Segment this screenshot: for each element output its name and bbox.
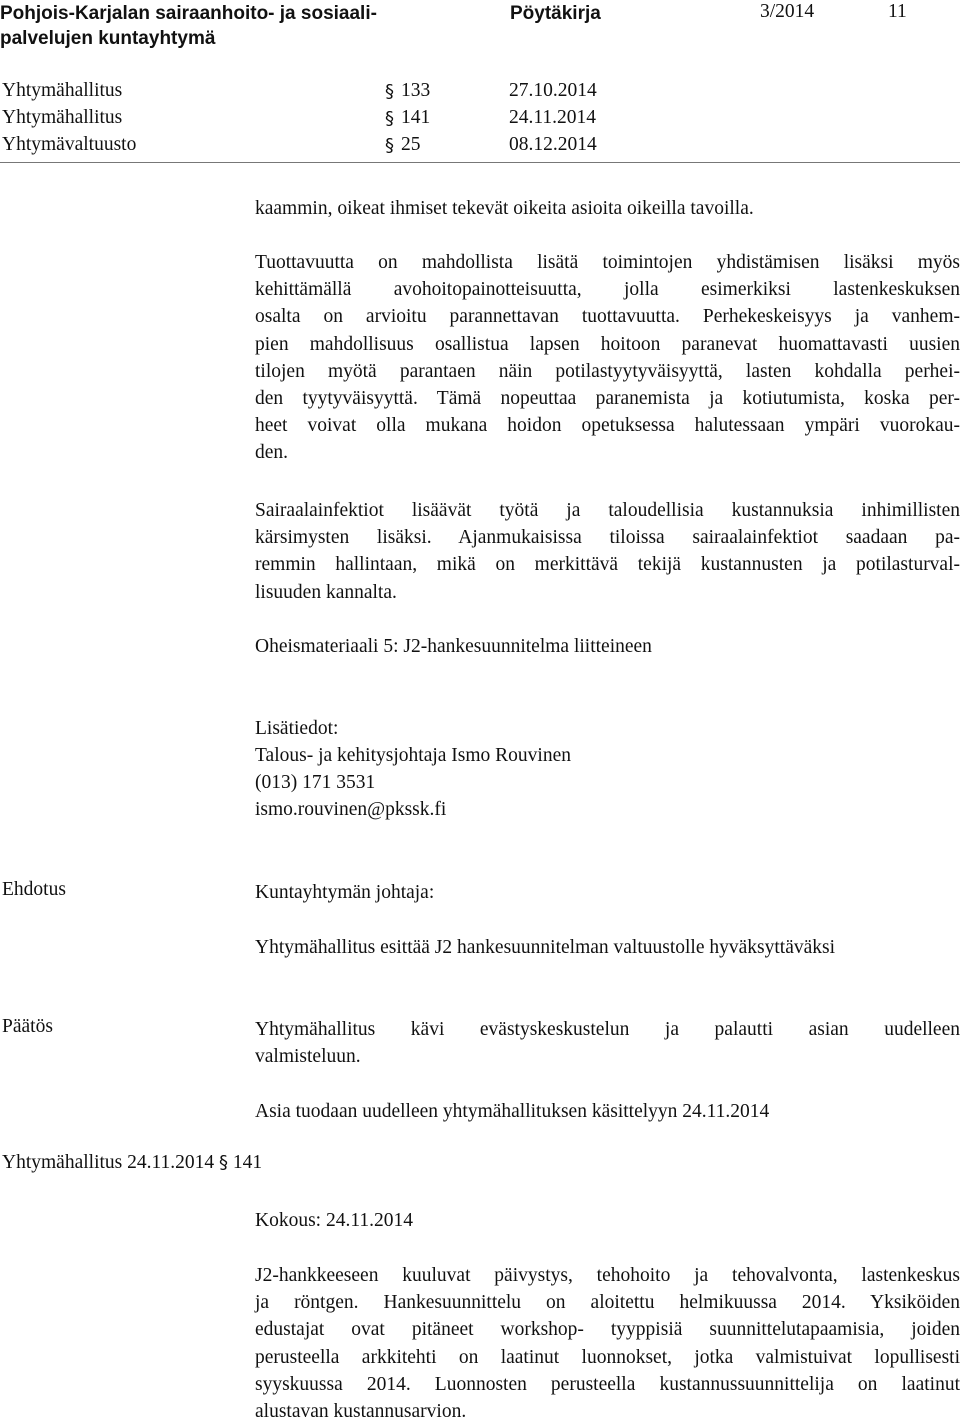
- proposal-text: Yhtymähallitus esittää J2 hankesuunnitelman valtuustolle hyväksyttäväksi: [255, 937, 836, 958]
- contact-label: Lisätiedot:: [255, 718, 339, 739]
- org-name-line2: palvelujen kuntayhtymä: [0, 28, 216, 49]
- text-line: kehittämällä avohoitopainotteisuutta, jolla esimerkiksi lastenkeskuksen: [255, 279, 960, 301]
- body-paragraph-1: [255, 249, 960, 467]
- text-line: perusteella arkkitehti on laatinut luonnokset, jotka valmistuivat lopullisesti: [255, 1346, 960, 1368]
- text-line: osalta on arvioitu parannettavan tuottavuutta. Perhekeskeisyys ja vanhem-: [255, 306, 960, 328]
- body-paragraph-0: kaammin, oikeat ihmiset tekevät oikeita asioita oikeilla tavoilla.: [255, 198, 754, 219]
- body-paragraph-2: [255, 497, 960, 606]
- text-line: ja röntgen. Hankesuunnittelu on aloitettu helmikuussa 2014. Yksiköiden: [255, 1292, 960, 1314]
- document-type: Pöytäkirja: [510, 3, 601, 24]
- meeting-label: [2, 1152, 262, 1174]
- contact-email: ismo.rouvinen@pkssk.fi: [255, 799, 447, 820]
- text-line: Yhtymähallitus kävi evästyskeskustelun ja palautti asian uudelleen: [255, 1019, 960, 1040]
- history-date: 27.10.2014: [509, 80, 597, 101]
- text-line: J2-hankkeeseen kuuluvat päivystys, tehohoito ja tehovalvonta, lastenkeskus: [255, 1265, 960, 1286]
- decision-followup: Asia tuodaan uudelleen yhtymähallituksen käsittelyyn 24.11.2014: [255, 1101, 770, 1122]
- attachment-note: Oheismateriaali 5: J2-hankesuunnitelma liitteineen: [255, 636, 652, 657]
- section-symbol: §: [385, 108, 394, 129]
- text-line: Tuottavuutta on mahdollista lisätä toimintojen yhdistämisen lisäksi myös: [255, 252, 960, 273]
- text-line: pien mahdollisuus osallistua lapsen hoitoon paranevat huomattavasti uusien: [255, 333, 960, 355]
- page-number: 11: [888, 1, 907, 22]
- contact-phone: (013) 171 3531: [255, 772, 376, 793]
- text-line: alustavan kustannusarvion.: [255, 1401, 467, 1423]
- section-symbol: §: [385, 81, 394, 102]
- text-line: den tyytyväisyyttä. Tämä nopeuttaa paranemista ja kotiutumista, koska per-: [255, 388, 960, 410]
- section-symbol: §: [219, 1152, 229, 1173]
- text-line: heet voivat olla mukana hoidon opetuksessa halutessaan ympäri vuorokau-: [255, 415, 960, 437]
- text-line: Sairaalainfektiot lisäävät työtä ja taloudellisia kustannuksia inhimillisten: [255, 500, 960, 521]
- proposal-label: Ehdotus: [2, 879, 66, 900]
- meeting-section-num: 141: [232, 1152, 263, 1173]
- meeting-kokous: Kokous: 24.11.2014: [255, 1210, 413, 1231]
- text-line: edustajat ovat pitäneet workshop- tyyppisiä suunnittelutapaamisia, joiden: [255, 1319, 960, 1341]
- history-body: Yhtymähallitus: [2, 107, 123, 128]
- contact-name: Talous- ja kehitysjohtaja Ismo Rouvinen: [255, 745, 571, 766]
- proposal-by: Kuntayhtymän johtaja:: [255, 882, 435, 903]
- section-symbol: §: [385, 135, 394, 156]
- text-line: lisuuden kannalta.: [255, 581, 397, 603]
- history-num: 25: [401, 134, 421, 155]
- history-date: 24.11.2014: [509, 107, 597, 128]
- meeting-body-date: Yhtymähallitus 24.11.2014: [2, 1152, 215, 1173]
- decision-text: [255, 1016, 960, 1070]
- history-body: Yhtymävaltuusto: [2, 134, 137, 155]
- header-divider: [0, 162, 960, 163]
- text-line: tilojen myötä parantaen näin potilastyytyväisyyttä, lasten kohdalla perhei-: [255, 360, 960, 382]
- text-line: den.: [255, 442, 289, 464]
- decision-label: Päätös: [2, 1016, 53, 1037]
- text-line: syyskuussa 2014. Luonnosten perusteella kustannussuunnittelija on laatinut: [255, 1373, 960, 1395]
- text-line: valmisteluun.: [255, 1046, 361, 1068]
- history-num: 141: [401, 107, 431, 128]
- history-date: 08.12.2014: [509, 134, 597, 155]
- org-name-line1: Pohjois-Karjalan sairaanhoito- ja sosiaali-: [0, 3, 377, 24]
- text-line: remmin hallintaan, mikä on merkittävä tekijä kustannusten ja potilasturval-: [255, 554, 960, 576]
- meeting-paragraph: [255, 1262, 960, 1425]
- issue-number: 3/2014: [760, 1, 815, 22]
- history-body: Yhtymähallitus: [2, 80, 123, 101]
- text-line: kärsimysten lisäksi. Ajanmukaisissa tiloissa sairaalainfektiot saadaan pa-: [255, 527, 960, 549]
- history-num: 133: [401, 80, 431, 101]
